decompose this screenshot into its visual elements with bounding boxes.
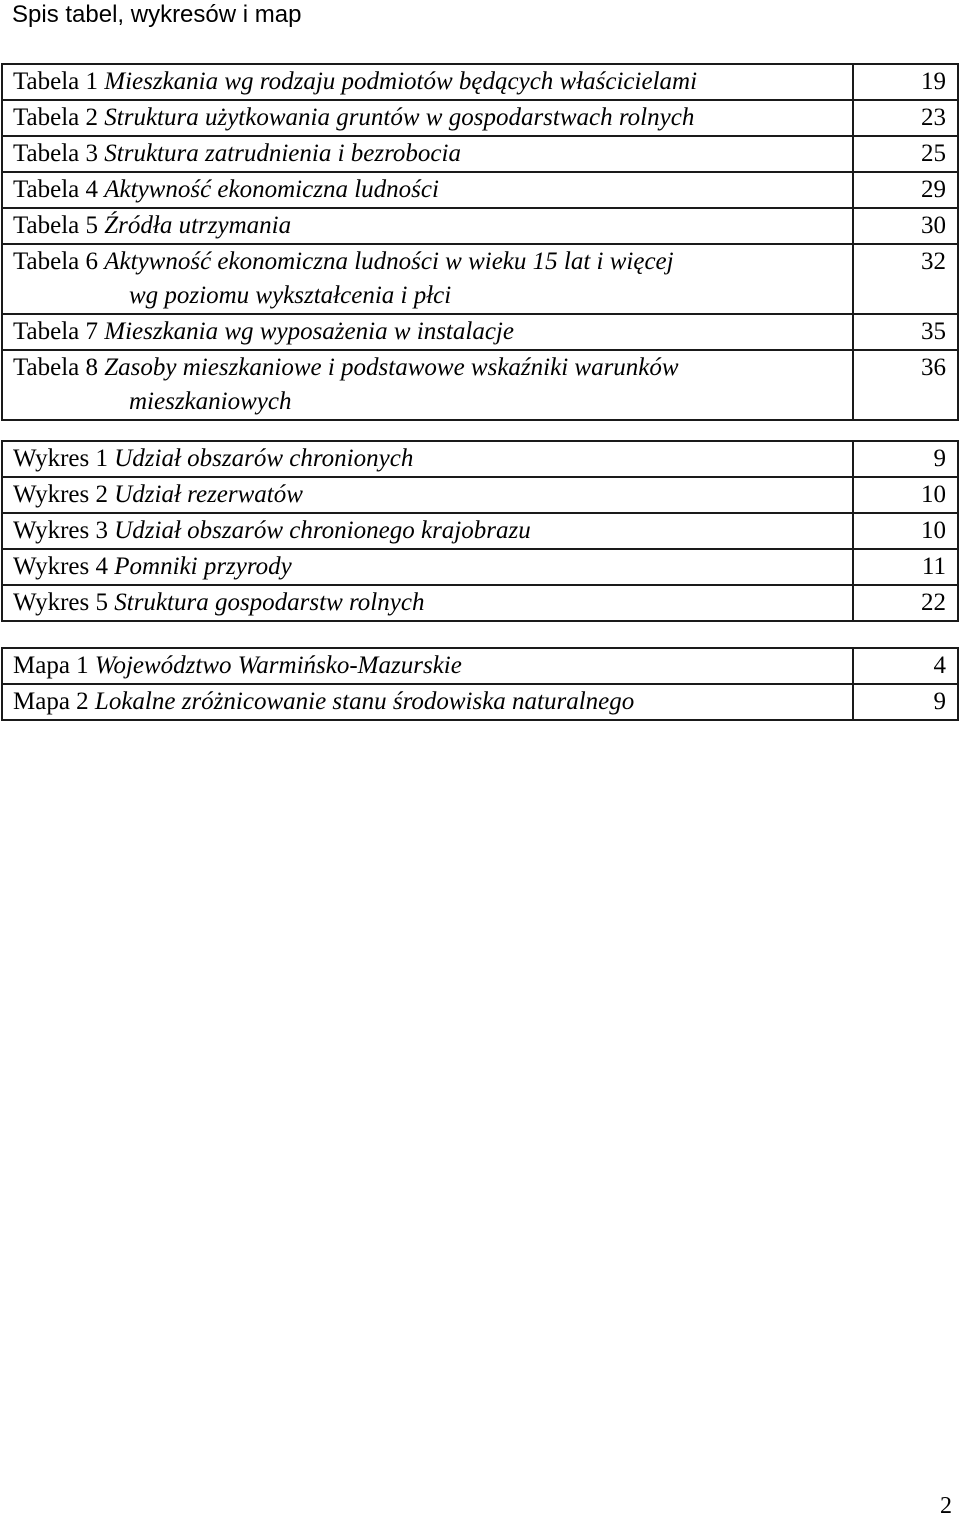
entry-title: Mieszkania wg wyposażenia w instalacje — [104, 318, 514, 345]
page-number: 2 — [940, 1493, 952, 1519]
entry-page: 10 — [853, 477, 958, 513]
entry-title: Pomniki przyrody — [114, 553, 292, 580]
entry-page: 19 — [853, 64, 958, 100]
entry-prefix: Tabela 5 — [13, 212, 99, 239]
entry-prefix: Mapa 2 — [13, 688, 89, 715]
entry-prefix: Tabela 8 — [13, 354, 99, 381]
entry-title-cell — [2, 441, 853, 477]
table-entry — [2, 244, 958, 314]
entry-page: 10 — [853, 513, 958, 549]
entry-page: 35 — [853, 314, 958, 350]
entry-title-cell — [2, 350, 853, 420]
entry-title-cell — [2, 513, 853, 549]
maps-list — [1, 647, 959, 721]
entry-title: Mieszkania wg rodzaju podmiotów będących właścicielami — [104, 68, 698, 95]
table-entry — [2, 100, 958, 136]
table-entry — [2, 172, 958, 208]
entry-title-cell — [2, 136, 853, 172]
entry-title-cell — [2, 100, 853, 136]
entry-title-cell — [2, 64, 853, 100]
entry-prefix: Tabela 1 — [13, 68, 99, 95]
entry-page: 11 — [853, 549, 958, 585]
entry-prefix: Tabela 4 — [13, 176, 99, 203]
entry-prefix: Tabela 7 — [13, 318, 99, 345]
entry-title-cell — [2, 585, 853, 621]
entry-page: 25 — [853, 136, 958, 172]
entry-title: Udział rezerwatów — [114, 481, 303, 508]
table-entry — [2, 208, 958, 244]
entry-title-cell — [2, 648, 853, 684]
entry-page: 9 — [853, 684, 958, 720]
table-entry — [2, 350, 958, 420]
entry-title: Lokalne zróżnicowanie stanu środowiska naturalnego — [94, 688, 635, 715]
chart-entry — [2, 477, 958, 513]
entry-page: 22 — [853, 585, 958, 621]
table-entry — [2, 64, 958, 100]
entry-title: Województwo Warmińsko-Mazurskie — [94, 652, 462, 679]
chart-entry — [2, 513, 958, 549]
table-entry — [2, 314, 958, 350]
entry-title: Źródła utrzymania — [104, 212, 292, 239]
entry-prefix: Wykres 2 — [13, 481, 108, 508]
entry-title: Struktura gospodarstw rolnych — [114, 589, 425, 616]
entry-page: 30 — [853, 208, 958, 244]
entry-prefix: Wykres 4 — [13, 553, 108, 580]
charts-list — [1, 440, 959, 622]
entry-page: 36 — [853, 350, 958, 420]
entry-prefix: Wykres 1 — [13, 445, 108, 472]
tables-list — [1, 63, 959, 421]
entry-prefix: Tabela 6 — [13, 248, 99, 275]
entry-prefix: Tabela 3 — [13, 140, 99, 167]
map-entry — [2, 648, 958, 684]
entry-prefix: Mapa 1 — [13, 652, 89, 679]
chart-entry — [2, 585, 958, 621]
entry-title-continuation: wg poziomu wykształcenia i płci — [129, 282, 452, 309]
entry-title: Struktura zatrudnienia i bezrobocia — [104, 140, 461, 167]
entry-page: 32 — [853, 244, 958, 314]
entry-title-cell — [2, 477, 853, 513]
entry-title-cell — [2, 208, 853, 244]
entry-page: 29 — [853, 172, 958, 208]
entry-title-cell — [2, 172, 853, 208]
entry-prefix: Tabela 2 — [13, 104, 99, 131]
entry-prefix: Wykres 5 — [13, 589, 108, 616]
entry-title: Zasoby mieszkaniowe i podstawowe wskaźniki warunków — [104, 354, 679, 381]
entry-title-continuation: mieszkaniowych — [129, 388, 292, 415]
entry-title: Struktura użytkowania gruntów w gospodarstwach rolnych — [104, 104, 695, 131]
entry-title-cell — [2, 244, 853, 314]
map-entry — [2, 684, 958, 720]
entry-title: Udział obszarów chronionych — [114, 445, 414, 472]
entry-title: Udział obszarów chronionego krajobrazu — [114, 517, 531, 544]
entry-prefix: Wykres 3 — [13, 517, 108, 544]
entry-page: 4 — [853, 648, 958, 684]
page-title: Spis tabel, wykresów i map — [12, 1, 302, 28]
entry-title-cell — [2, 314, 853, 350]
entry-title: Aktywność ekonomiczna ludności — [104, 176, 439, 203]
chart-entry — [2, 549, 958, 585]
entry-page: 23 — [853, 100, 958, 136]
entry-title-cell — [2, 684, 853, 720]
table-entry — [2, 136, 958, 172]
chart-entry — [2, 441, 958, 477]
entry-title-cell — [2, 549, 853, 585]
entry-page: 9 — [853, 441, 958, 477]
entry-title: Aktywność ekonomiczna ludności w wieku 15 lat i więcej — [104, 248, 674, 275]
